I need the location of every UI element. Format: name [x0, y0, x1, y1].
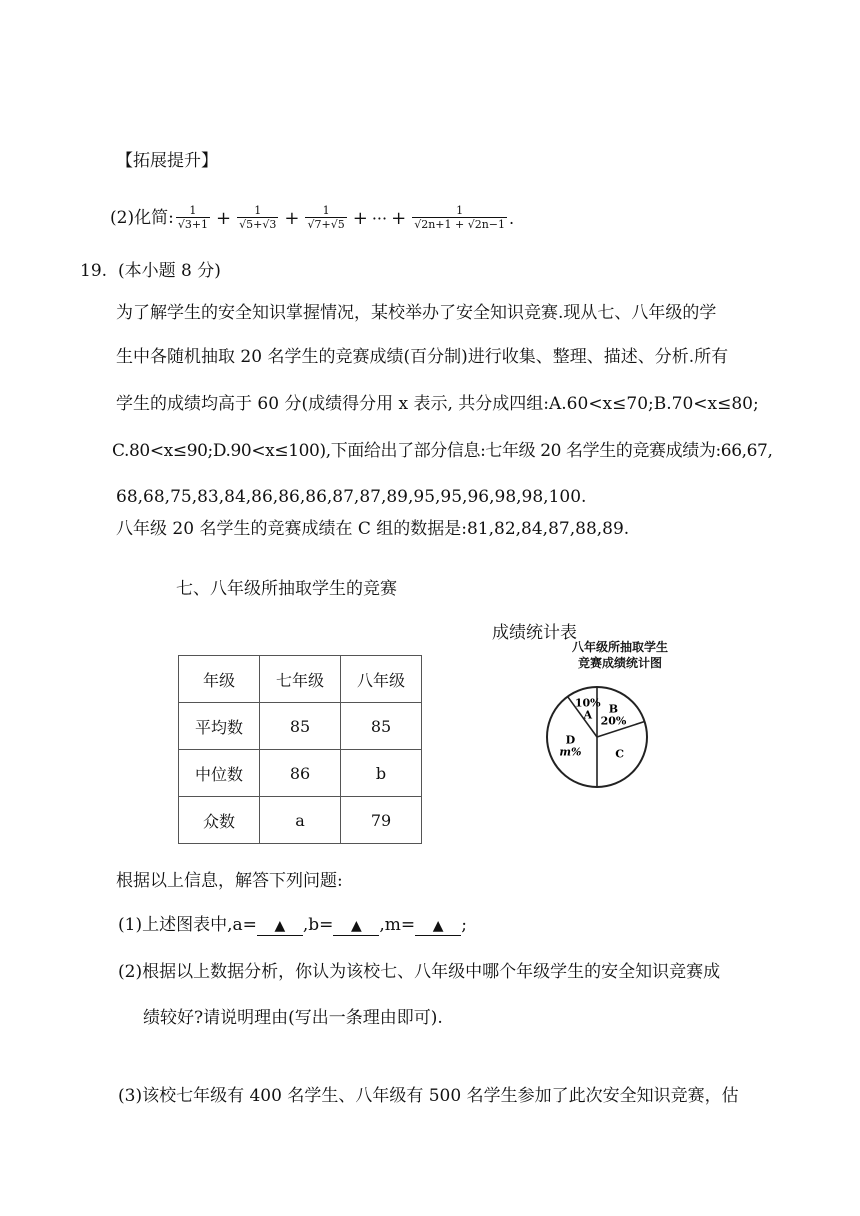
header-cell: 年级: [179, 656, 260, 703]
table-row: [179, 797, 422, 844]
fraction-2: $\frac{1}{√5+√3}$: [239, 204, 277, 231]
table-cell: 85: [260, 703, 341, 750]
pie-percent-b: 20%: [600, 714, 627, 728]
pie-label-letter-a: A: [583, 708, 593, 722]
answer-blank-a: ▲: [257, 917, 303, 936]
body-line-2: 生中各随机抽取 20 名学生的竞赛成绩(百分制)进行收集、整理、描述、分析.所有: [116, 347, 729, 367]
table-row: [179, 703, 422, 750]
table-caption-line-2: 成绩统计表: [492, 623, 577, 643]
pie-chart-title: [540, 639, 700, 671]
fraction-sum: $\frac{1}{√3+1}$ + $\frac{1}{√5+√3}$ + $\frac{1}{√7+√5}$ + ··· + $\frac{1}{√2n+1 + √2n-1}$ .: [177, 204, 515, 231]
sub-question-1: (1)上述图表中,a= ▲ ,b= ▲ ,m= ▲ ;: [118, 915, 467, 935]
section-title: 【拓展提升】: [116, 151, 218, 171]
answer-blank-b: ▲: [333, 917, 379, 936]
q2-prefix: (2)化简:: [110, 208, 174, 228]
sub-question-2-line-2: 绩较好?请说明理由(写出一条理由即可).: [143, 1008, 443, 1028]
pie-title-line-1: 八年级所抽取学生: [571, 640, 668, 654]
body-line-5: 68,68,75,83,84,86,86,86,87,87,89,95,95,96,98,98,100.: [116, 487, 587, 507]
answer-blank-m: ▲: [415, 917, 461, 936]
simplify-question: [110, 205, 514, 231]
pie-label-c: C: [615, 747, 625, 761]
body-line-4: C.80<x≤90;D.90<x≤100),下面给出了部分信息:七年级 20 名学生的竞赛成绩为:66,67,: [112, 441, 773, 461]
pie-percent-d: m%: [559, 745, 582, 759]
table-header-row: [179, 656, 422, 703]
prompt-text: 根据以上信息，解答下列问题:: [116, 871, 343, 891]
table-cell: 79: [341, 797, 422, 844]
pie-label-a: 10%: [574, 696, 601, 710]
body-line-1: 为了解学生的安全知识掌握情况，某校举办了安全知识竞赛.现从七、八年级的学: [116, 303, 717, 323]
statistics-table: [178, 655, 422, 844]
table-cell: b: [341, 750, 422, 797]
body-line-3: 学生的成绩均高于 60 分(成绩得分用 x 表示, 共分成四组:A.60<x≤70;B.70<x≤80;: [116, 394, 759, 414]
fraction-4: $\frac{1}{√2n+1 + √2n-1}$: [414, 204, 506, 231]
question-points: (本小题 8 分): [118, 261, 221, 281]
header-cell: 八年级: [341, 656, 422, 703]
header-cell: 七年级: [260, 656, 341, 703]
table-cell: 86: [260, 750, 341, 797]
sub-question-2-line-1: (2)根据以上数据分析，你认为该校七、八年级中哪个年级学生的安全知识竞赛成: [118, 962, 721, 982]
pie-label-d: D: [565, 733, 576, 747]
fraction-1: $\frac{1}{√3+1}$: [177, 204, 209, 231]
table-row: [179, 750, 422, 797]
fraction-3: $\frac{1}{√7+√5}$: [307, 204, 345, 231]
pie-chart: [540, 675, 680, 795]
row-label: 众数: [179, 797, 260, 844]
pie-title-line-2: 竞赛成绩统计图: [577, 656, 662, 670]
body-line-6: 八年级 20 名学生的竞赛成绩在 C 组的数据是:81,82,84,87,88,89.: [116, 519, 630, 539]
table-cell: a: [260, 797, 341, 844]
question-number: 19.: [80, 261, 108, 281]
table-caption-line-1: 七、八年级所抽取学生的竞赛: [176, 579, 397, 599]
row-label: 平均数: [179, 703, 260, 750]
pie-label-b: B: [608, 702, 619, 716]
row-label: 中位数: [179, 750, 260, 797]
sub-question-3: (3)该校七年级有 400 名学生、八年级有 500 名学生参加了此次安全知识竞赛，估: [118, 1086, 739, 1106]
ellipsis: ···: [371, 208, 388, 228]
table-cell: 85: [341, 703, 422, 750]
